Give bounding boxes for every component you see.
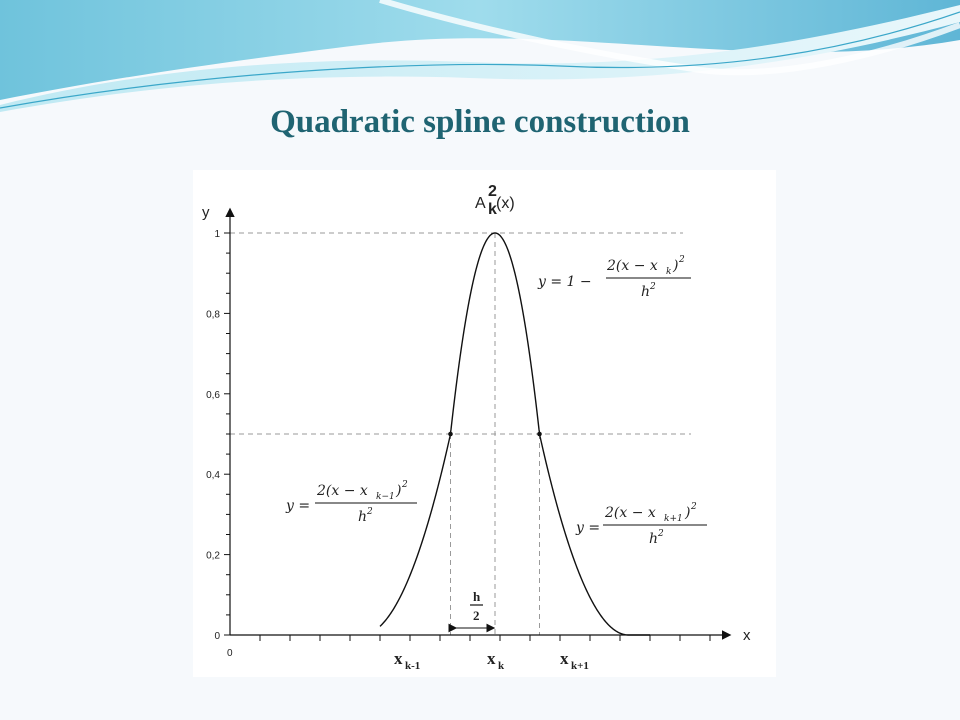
knot-label-k — [487, 649, 505, 672]
spline-diagram — [193, 170, 776, 677]
slide-title: Quadratic spline construction — [270, 104, 690, 140]
point-left-half — [448, 432, 453, 437]
svg-text:h: h — [649, 531, 659, 547]
function-label-base: A — [475, 195, 486, 212]
svg-text:2: 2 — [658, 529, 664, 539]
half-step-denominator: 2 — [473, 608, 480, 623]
svg-text:k+1: k+1 — [571, 660, 589, 672]
svg-text:2(x − x: 2(x − x — [317, 483, 368, 499]
svg-text:y =: y = — [286, 498, 311, 514]
svg-text:2: 2 — [402, 480, 408, 490]
y-tick-label: 0,6 — [206, 389, 220, 401]
svg-text:h: h — [641, 284, 651, 300]
y-tick-label: 0,2 — [206, 550, 220, 562]
knot-label-k-minus-1 — [394, 649, 420, 672]
svg-text:): ) — [685, 505, 691, 521]
point-right-half — [537, 432, 542, 437]
svg-text:x: x — [487, 649, 496, 668]
function-label-sub: k — [488, 201, 497, 218]
svg-text:y =: y = — [576, 520, 601, 536]
svg-text:x: x — [394, 649, 403, 668]
svg-text:x: x — [560, 649, 569, 668]
svg-text:): ) — [673, 258, 679, 274]
svg-text:h: h — [358, 509, 368, 525]
svg-text:2: 2 — [691, 502, 697, 512]
y-axis-ticks — [206, 229, 230, 642]
spline-plot — [193, 170, 776, 677]
svg-text:): ) — [396, 483, 402, 499]
knot-label-k-plus-1 — [560, 649, 589, 672]
svg-text:2: 2 — [650, 282, 656, 292]
origin-label: 0 — [227, 648, 233, 659]
x-axis-name: x — [743, 627, 751, 644]
formula-middle — [537, 255, 691, 300]
function-label-arg: (x) — [496, 195, 515, 212]
header-wave-banner — [0, 0, 960, 115]
y-axis-name: y — [202, 204, 210, 221]
svg-text:k: k — [666, 267, 672, 277]
svg-text:k-1: k-1 — [405, 660, 421, 672]
x-axis-ticks — [260, 635, 710, 641]
formula-left — [285, 480, 417, 525]
half-step-annotation — [455, 589, 493, 628]
y-tick-label: 1 — [214, 229, 220, 240]
svg-text:y = 1 −: y = 1 − — [538, 274, 592, 290]
svg-text:k: k — [498, 660, 505, 672]
svg-text:k+1: k+1 — [664, 514, 683, 524]
svg-text:k−1: k−1 — [376, 492, 395, 502]
guide-lines — [230, 233, 691, 635]
function-label — [475, 183, 515, 218]
y-tick-label: 0 — [214, 631, 220, 642]
svg-text:2(x − x: 2(x − x — [607, 258, 658, 274]
formula-right — [575, 502, 707, 547]
half-step-numerator: h — [473, 589, 481, 604]
svg-text:2: 2 — [679, 255, 685, 265]
y-tick-label: 0,4 — [206, 470, 220, 482]
svg-text:2: 2 — [367, 507, 373, 517]
y-tick-label: 0,8 — [206, 309, 220, 321]
function-label-sup: 2 — [488, 183, 497, 200]
svg-text:2(x − x: 2(x − x — [605, 505, 656, 521]
